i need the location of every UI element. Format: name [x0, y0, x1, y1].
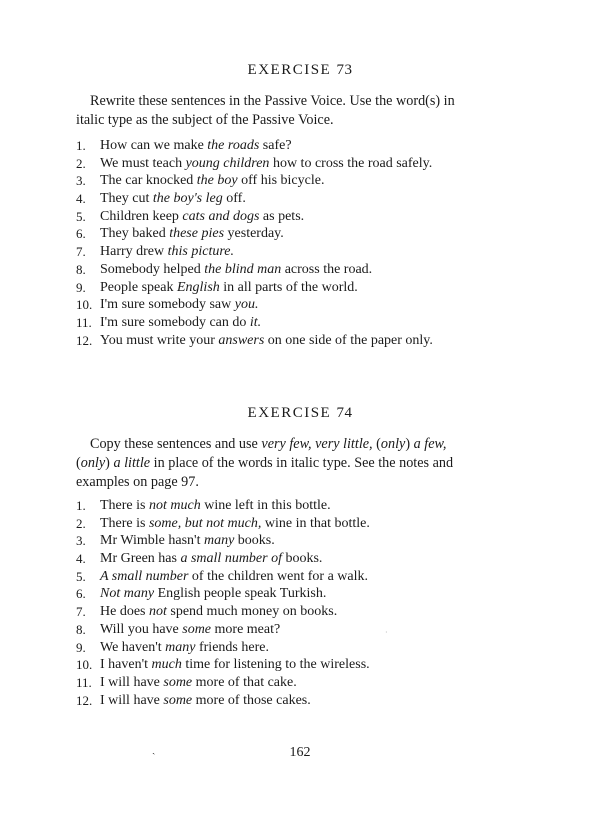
item-text-plain: more of those cakes. — [192, 692, 311, 708]
item-text-italic: much — [151, 657, 182, 673]
item-text-plain: time for listening to the wireless. — [181, 657, 370, 673]
item-text-plain: off his bicycle. — [237, 173, 325, 189]
list-item — [76, 261, 536, 279]
item-text-plain: of the children went for a walk. — [188, 568, 369, 584]
item-text-plain: The car knocked — [100, 173, 197, 189]
exercise-73-title-number: 73 — [336, 62, 353, 78]
item-text-italic: Not many — [100, 586, 155, 602]
item-text-plain: books. — [281, 551, 323, 567]
item-text-plain: spend much money on books. — [166, 604, 338, 620]
item-text-plain: There is — [100, 515, 149, 531]
instr-text: ) — [405, 436, 414, 452]
item-text — [100, 497, 331, 515]
item-text — [100, 585, 326, 603]
item-number: 2. — [76, 155, 86, 171]
list-item — [76, 639, 536, 657]
list-item — [76, 225, 536, 243]
item-number: 12. — [76, 692, 93, 708]
item-text-plain: Somebody helped — [100, 261, 205, 277]
instr-text: ( — [372, 436, 381, 452]
exercise-73-title-word: EXERCISE — [247, 62, 332, 78]
item-number: 10. — [76, 657, 93, 673]
item-text-plain: friends here. — [195, 639, 269, 655]
list-item — [76, 497, 536, 515]
exercise-74-instructions — [76, 435, 528, 492]
item-number: 1. — [76, 498, 86, 513]
item-number: 5. — [76, 568, 86, 584]
list-item — [76, 172, 536, 190]
item-text — [100, 172, 324, 190]
item-number: 9. — [76, 279, 86, 295]
item-text-plain: We must teach — [100, 155, 186, 171]
item-text-plain: safe? — [259, 138, 292, 153]
item-text — [100, 225, 284, 243]
item-text-plain: There is — [100, 498, 149, 513]
item-text-plain: yesterday. — [224, 226, 284, 242]
exercise-74-title-number: 74 — [336, 405, 353, 421]
exercise-73-instruction-line2: italic type as the subject of the Passive Voice. — [76, 112, 334, 128]
item-number: 8. — [76, 621, 86, 637]
item-number: 11. — [76, 674, 92, 690]
exercise-74-list — [76, 497, 536, 709]
list-item — [76, 603, 536, 621]
instr-italic: only — [380, 436, 406, 452]
item-number: 7. — [76, 604, 86, 620]
item-number: 10. — [76, 297, 93, 313]
item-number: 3. — [76, 173, 86, 189]
item-text-italic: answers — [218, 332, 265, 348]
exercise-74-instruction-line2 — [76, 455, 453, 471]
item-text-plain: He does — [100, 604, 149, 620]
item-text-plain: wine left in this bottle. — [200, 498, 331, 513]
exercise-74-title — [0, 405, 600, 422]
instr-italic: very few, — [261, 436, 312, 452]
list-item — [76, 155, 536, 173]
item-text-italic: the boy — [196, 173, 238, 189]
item-text-italic: English — [176, 279, 220, 295]
instr-text: Copy these sentences and use — [90, 436, 262, 452]
item-text-plain: Mr Green has — [100, 551, 181, 567]
item-text-plain: They baked — [100, 226, 170, 242]
item-text-italic: some, but not much, — [148, 515, 262, 531]
item-text-plain: on one side of the paper only. — [264, 332, 433, 348]
item-text-plain: Harry drew — [100, 244, 168, 260]
item-number: 6. — [76, 586, 86, 602]
list-item — [76, 243, 536, 261]
item-text-plain: I'm sure somebody saw — [100, 297, 235, 313]
instr-text: ( — [76, 455, 81, 471]
exercise-73-instruction-line1: Rewrite these sentences in the Passive Voice. Use the word(s) in — [90, 93, 455, 109]
stray-mark: ˏ — [152, 744, 156, 755]
item-text-italic: not — [149, 604, 167, 620]
item-text — [100, 243, 234, 261]
item-text-italic: it. — [249, 314, 262, 330]
item-text-plain: English people speak Turkish. — [154, 586, 327, 602]
stray-dot: · — [385, 628, 388, 637]
item-text-italic: A small number — [100, 568, 189, 584]
list-item — [76, 279, 536, 297]
item-number: 1. — [76, 138, 86, 153]
list-item — [76, 674, 536, 692]
item-text-plain: Mr Wimble hasn't — [100, 533, 204, 549]
item-text — [100, 332, 433, 350]
item-text-plain: People speak — [100, 279, 177, 295]
item-text — [100, 137, 292, 155]
item-number: 12. — [76, 332, 93, 348]
item-text-plain: I will have — [100, 692, 164, 708]
instr-text: in place of the words in italic type. See the notes and — [150, 455, 454, 471]
item-number: 6. — [76, 226, 86, 242]
item-text-italic: a small number of — [180, 551, 282, 567]
item-text-plain: as pets. — [259, 208, 305, 224]
item-text — [100, 261, 372, 279]
item-text — [100, 568, 368, 586]
list-item — [76, 656, 536, 674]
item-text-italic: you. — [234, 297, 259, 313]
item-text-plain: Will you have — [100, 621, 183, 637]
instr-text: ) — [105, 455, 114, 471]
item-text-plain: We haven't — [100, 639, 166, 655]
item-text-italic: young children — [185, 155, 270, 171]
item-text — [100, 279, 358, 297]
list-item — [76, 532, 536, 550]
item-number: 5. — [76, 208, 86, 224]
instr-italic: very little, — [315, 436, 373, 452]
item-text-italic: the roads — [207, 138, 260, 153]
item-number: 4. — [76, 191, 86, 207]
item-number: 4. — [76, 551, 86, 567]
instr-italic: a few, — [413, 436, 447, 452]
item-number: 2. — [76, 515, 86, 531]
item-text — [100, 639, 269, 657]
item-text-italic: many — [203, 533, 235, 549]
item-text — [100, 208, 304, 226]
item-text — [100, 550, 322, 568]
list-item — [76, 550, 536, 568]
item-text-italic: not much — [148, 498, 201, 513]
item-text-plain: across the road. — [281, 261, 373, 277]
item-text-italic: many — [165, 639, 196, 655]
item-text-plain: How can we make — [100, 138, 208, 153]
exercise-73-title — [0, 62, 600, 79]
item-text — [100, 603, 337, 621]
item-text-plain: I will have — [100, 674, 164, 690]
item-number: 3. — [76, 533, 86, 549]
item-text-italic: these pies — [169, 226, 225, 242]
item-text-plain: wine in that bottle. — [261, 515, 370, 531]
page-number: 162 — [289, 745, 311, 760]
item-text-italic: some — [182, 621, 212, 637]
exercise-73-list — [76, 137, 536, 349]
item-text-plain: in all parts of the world. — [219, 279, 358, 295]
item-text-plain: more of that cake. — [192, 674, 297, 690]
item-text-plain: I haven't — [100, 657, 152, 673]
list-item — [76, 296, 536, 314]
instr-italic: a little — [113, 455, 151, 471]
list-item — [76, 515, 536, 533]
list-item — [76, 137, 536, 155]
list-item — [76, 621, 536, 639]
item-text-plain: They cut — [100, 191, 153, 207]
list-item — [76, 314, 536, 332]
list-item — [76, 692, 536, 710]
instr-italic: only — [80, 455, 106, 471]
list-item — [76, 190, 536, 208]
exercise-74-title-word: EXERCISE — [247, 405, 332, 421]
item-number: 11. — [76, 314, 92, 330]
item-text — [100, 155, 432, 173]
item-number: 7. — [76, 244, 86, 260]
item-text-plain: I'm sure somebody can do — [100, 314, 250, 330]
item-number: 9. — [76, 639, 86, 655]
list-item — [76, 568, 536, 586]
item-text-italic: some — [163, 692, 193, 708]
item-text — [100, 656, 370, 674]
item-text — [100, 692, 311, 710]
item-text — [100, 621, 280, 639]
exercise-74-instruction-line3: examples on page 97. — [76, 474, 199, 490]
item-text — [100, 532, 275, 550]
item-text — [100, 515, 370, 533]
list-item — [76, 208, 536, 226]
item-text-plain: books. — [234, 533, 275, 549]
item-text-italic: the boy's leg — [152, 191, 223, 207]
list-item — [76, 585, 536, 603]
item-text-italic: cats and dogs — [182, 208, 260, 224]
item-text-italic: some — [163, 674, 193, 690]
item-text-italic: this picture. — [167, 244, 235, 260]
item-text-plain: off. — [222, 191, 246, 207]
item-text-plain: more meat? — [211, 621, 281, 637]
item-text-plain: You must write your — [100, 332, 219, 348]
item-text-plain: Children keep — [100, 208, 183, 224]
item-number: 8. — [76, 261, 86, 277]
item-text — [100, 674, 297, 692]
exercise-73-instructions — [76, 92, 528, 130]
list-item — [76, 332, 536, 350]
item-text-italic: the blind man — [204, 261, 282, 277]
item-text — [100, 314, 261, 332]
item-text-plain: how to cross the road safely. — [269, 155, 433, 171]
item-text — [100, 190, 246, 208]
exercise-74-instruction-line1 — [76, 436, 446, 452]
item-text — [100, 296, 258, 314]
